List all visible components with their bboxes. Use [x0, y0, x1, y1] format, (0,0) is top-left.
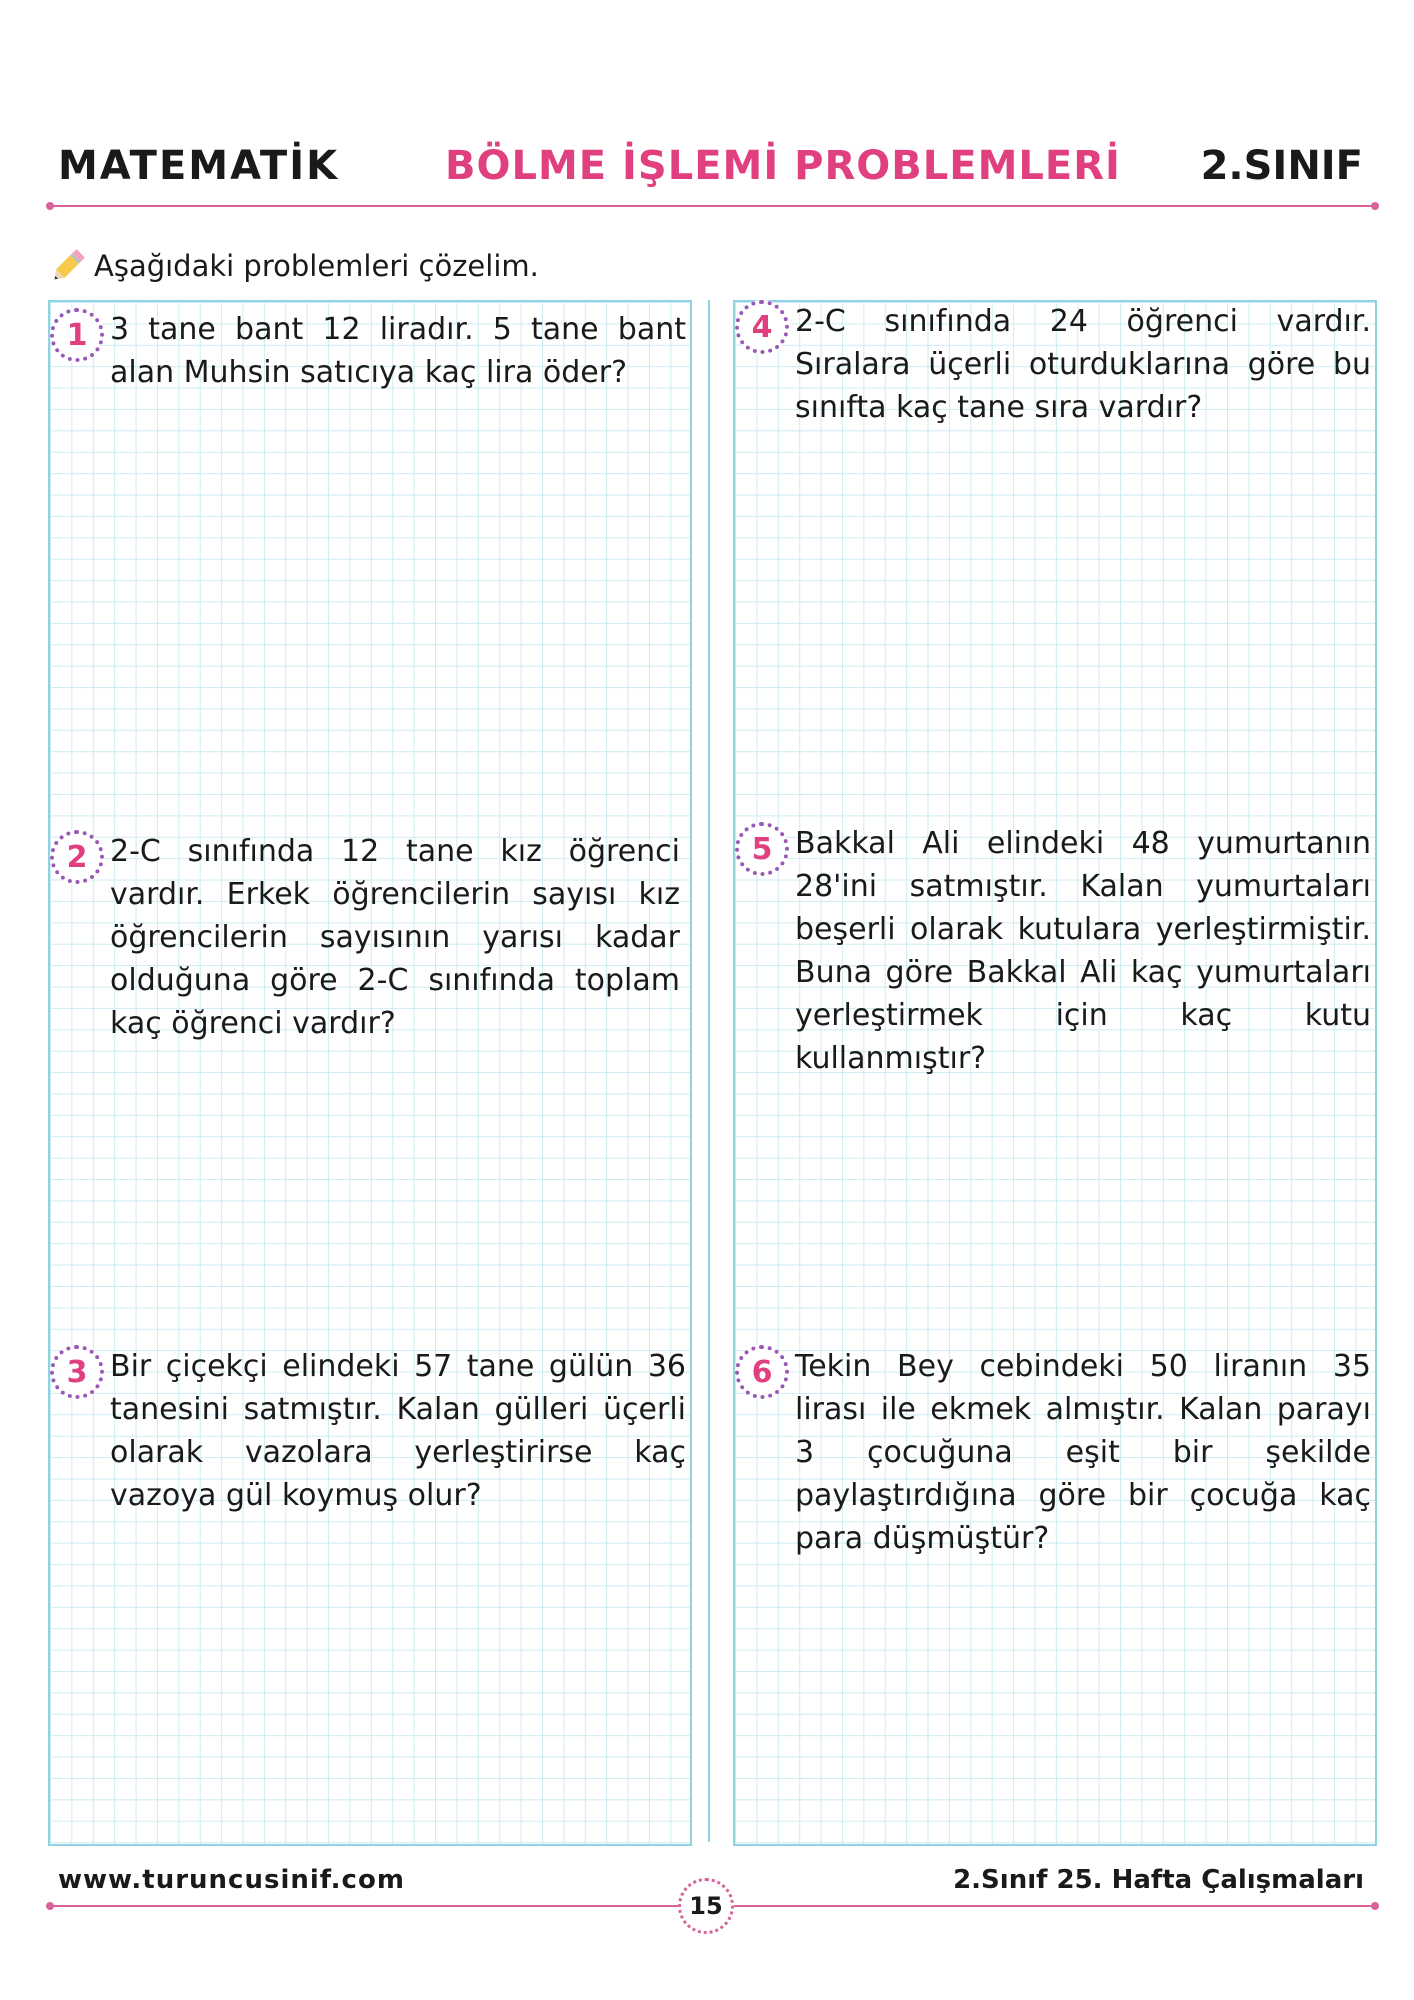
page-header — [50, 135, 1375, 195]
problem-text: 2-C sınıfında 12 tane kız öğrenci vardır. Erkek öğrencilerin sayısı kız öğrencilerin sayısının yarısı kadar olduğuna göre 2-C sınıfında toplam kaç öğrenci vardır? — [110, 834, 680, 1041]
instruction-text: Aşağıdaki problemleri çözelim. — [94, 249, 539, 283]
problem-number-badge: 6 — [735, 1345, 789, 1399]
rule-dot-right — [1371, 202, 1379, 210]
problem-number-badge: 5 — [735, 822, 789, 876]
problem-text: Bir çiçekçi elindeki 57 tane gülün 36 tanesini satmıştır. Kalan gülleri üçerli olarak vazolara yerleştirirse kaç vazoya gül koymuş olur? — [110, 1349, 686, 1513]
series-label: 2.Sınıf 25. Hafta Çalışmaları — [953, 1865, 1364, 1895]
problem-5 — [735, 822, 1371, 1080]
pencil-icon — [48, 246, 88, 286]
problem-2 — [50, 830, 680, 1045]
problem-text: Bakkal Ali elindeki 48 yumurtanın 28'ini satmıştır. Kalan yumurtaları beşerli olarak kutulara yerleştirmiştir. Buna göre Bakkal Ali kaç yumurtaları yerleştirmek için kaç kutu kullanmıştır? — [795, 826, 1371, 1076]
grade-label: 2.SINIF — [1200, 143, 1363, 189]
subject-title: MATEMATİK — [58, 143, 340, 189]
rule-dot-left — [46, 1902, 54, 1910]
problem-3 — [50, 1345, 686, 1517]
header-rule — [50, 205, 1375, 207]
problem-number-badge: 3 — [50, 1345, 104, 1399]
problem-text: Tekin Bey cebindeki 50 liranın 35 lirası ile ekmek almıştır. Kalan parayı 3 çocuğuna eşit bir şekilde paylaştırdığına göre bir çocuğa kaç para düşmüştür? — [795, 1349, 1371, 1556]
problem-6 — [735, 1345, 1371, 1560]
problem-number-badge: 1 — [50, 308, 104, 362]
problem-text: 3 tane bant 12 liradır. 5 tane bant alan Muhsin satıcıya kaç lira öder? — [110, 312, 686, 390]
website-link[interactable]: www.turuncusinif.com — [58, 1865, 405, 1895]
problem-number-badge: 2 — [50, 830, 104, 884]
worksheet-title: BÖLME İŞLEMİ PROBLEMLERİ — [445, 143, 1121, 189]
problem-number-badge: 4 — [735, 300, 789, 354]
problem-text: 2-C sınıfında 24 öğrenci vardır. Sıralara üçerli oturduklarına göre bu sınıfta kaç tane sıra vardır? — [795, 304, 1371, 425]
problem-4 — [735, 300, 1371, 429]
column-divider — [708, 300, 710, 1842]
answer-grid-left — [48, 300, 692, 1846]
rule-dot-right — [1371, 1902, 1379, 1910]
problem-1 — [50, 308, 686, 394]
instruction — [48, 244, 539, 288]
rule-dot-left — [46, 202, 54, 210]
page-number: 15 — [678, 1878, 734, 1934]
